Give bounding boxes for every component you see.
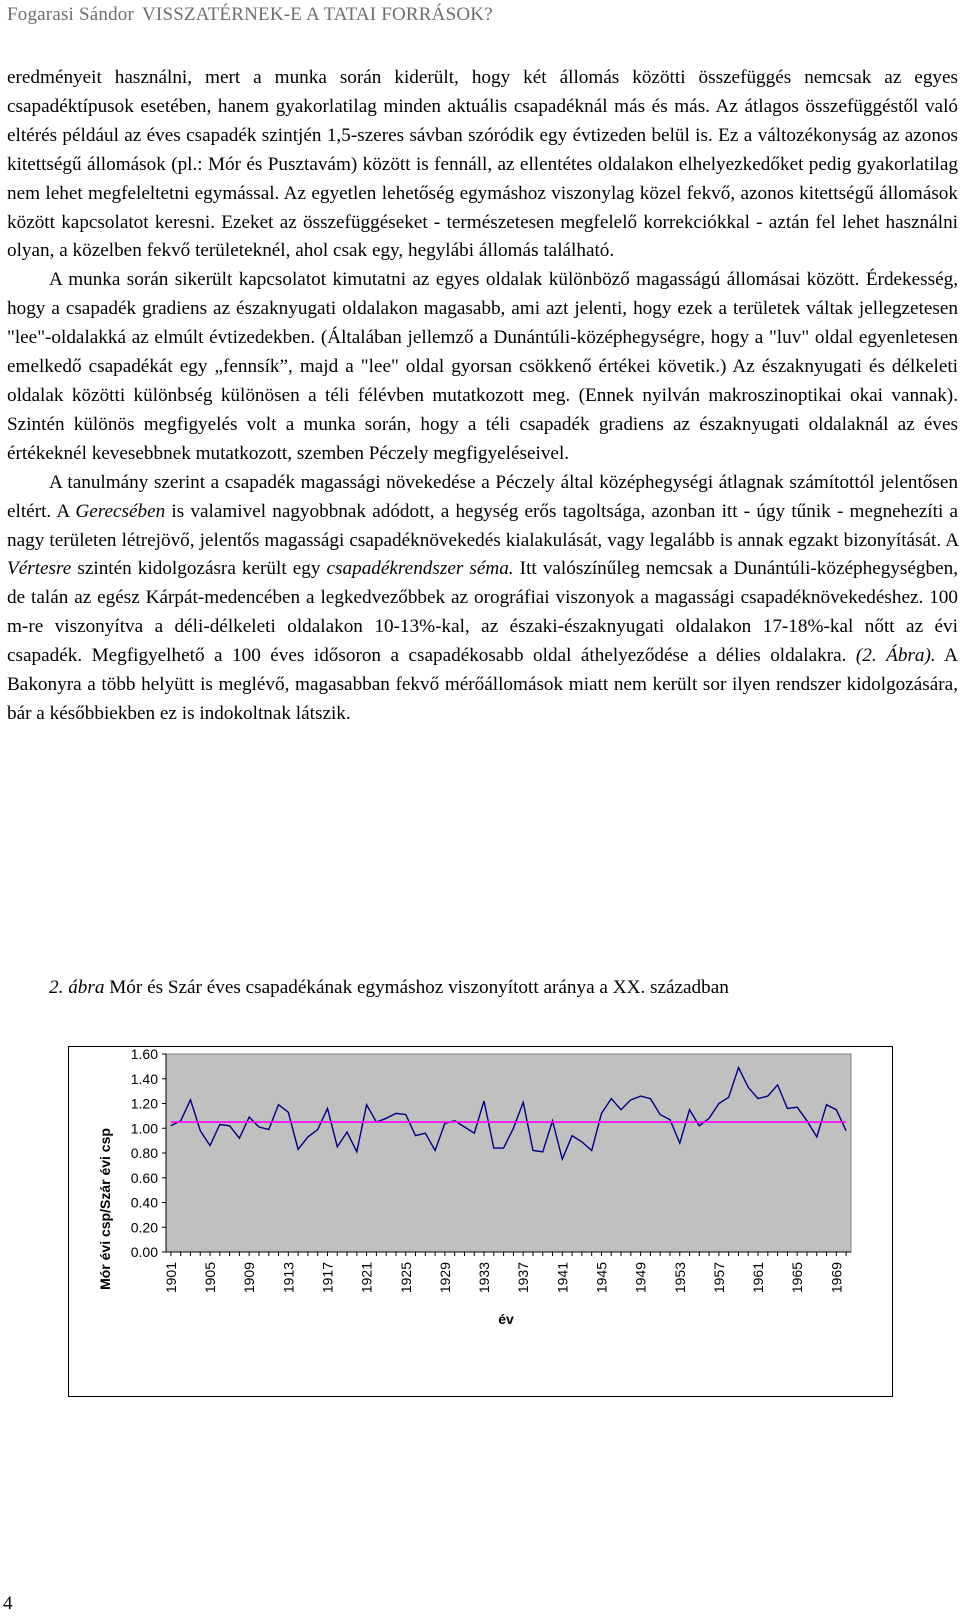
- x-tick-label: 1933: [476, 1262, 493, 1294]
- text-run: eredményeit használni, mert a munka során kiderült, hogy két állomás közötti összefüggés nemcsak az egyes csapadéktípusok esetében, hanem gyakorlatilag minden aktuális csapadéknál más és más. Az átlagos összefüggéstől való eltérés például az éves csapadék szintjén 1,5-szeres sávban szóródik egy évtizeden belül is. Ez a változékonyság az azonos kitettségű állomások (pl.: Mór és Pusztavám) között is fennáll, az ellentétes oldalakon elhelyezkedőket pedig gyakorlatilag nem lehet megfeleltetni egymással. Az egyetlen lehetőség egymáshoz viszonylag közel fekvő, azonos kitettségű állomások között kapcsolatot keresni. Ezeket az összefüggéseket - természetesen megfelelő korrekciókkal - aztán fel lehet használni olyan, a közelben fekvő területeknél, ahol csak egy, hegylábi állomás található.: [7, 67, 958, 262]
- italic-text-run: (2. Ábra).: [855, 645, 936, 667]
- y-tick-label: 0.40: [130, 1194, 158, 1211]
- text-run: A tanulmány szerint a csapadék magassági növekedése a Péczely által középhegységi átlagnak számítottól jelentősen eltért. A: [7, 471, 958, 522]
- chart-svg: [68, 1046, 893, 1397]
- x-tick-label: 1941: [554, 1262, 571, 1294]
- figure-caption: [49, 977, 729, 999]
- body-text: [7, 64, 958, 729]
- x-tick-label: 1925: [397, 1262, 414, 1294]
- y-tick-label: 0.60: [130, 1169, 158, 1186]
- page-number: 4: [3, 1593, 13, 1614]
- x-tick-label: 1961: [750, 1262, 767, 1294]
- y-tick-label: 0.20: [130, 1219, 158, 1236]
- y-tick-label: 1.60: [130, 1046, 158, 1062]
- paragraph: [7, 469, 958, 729]
- x-tick-label: 1929: [436, 1262, 453, 1294]
- figure-caption-text: Mór és Szár éves csapadékának egymáshoz viszonyított aránya a XX. században: [104, 977, 729, 998]
- y-tick-label: 1.20: [130, 1095, 158, 1112]
- header-author: Fogarasi Sándor: [7, 4, 135, 25]
- text-run: szintén kidolgozásra került egy: [71, 558, 327, 580]
- paragraph: [7, 266, 958, 468]
- figure-caption-label: 2. ábra: [49, 977, 105, 998]
- x-tick-label: 1921: [358, 1262, 375, 1294]
- italic-text-run: Gerecsében: [75, 500, 166, 522]
- text-run: is valamivel nagyobbnak adódott, a hegység erős tagoltsága, azonban itt - úgy tűnik - megnehezíti a nagy területen létrejövő, jelentős magassági csapadéknövekedés kialakulását, vagy legalább is annak egzakt bizonyítását. A: [7, 500, 959, 551]
- plot-area: [166, 1054, 851, 1252]
- text-run: A munka során sikerült kapcsolatot kimutatni az egyes oldalak különböző magasságú állomásai között. Érdekesség, hogy a csapadék gradiens az északnyugati oldalakon magasabb, ami azt jelenti, hogy ezek a területek váltak jellegzetesen "lee"-oldalakká az elmúlt évtizedekben. (Általában jellemző a Dunántúli-középhegységre, hogy a "luv" oldal egyenletesen emelkedő csapadékát egy „fennsík”, majd a "lee" oldal gyorsan csökkenő értékei követik.) Az északnyugati és délkeleti oldalak közötti különbség különösen a téli félévben mutatkozott meg. (Ennek nyilván makroszinoptikai okai vannak). Szintén különös megfigyelés volt a munka során, hogy a téli csapadék gradiens az északnyugati oldalaknál az éves értékeknél kevesebbnek mutatkozott, szemben Péczely megfigyeléseivel.: [7, 269, 958, 464]
- x-tick-label: 1953: [671, 1262, 688, 1294]
- x-tick-label: 1905: [202, 1262, 219, 1294]
- y-tick-label: 1.40: [130, 1070, 158, 1087]
- text-run: Itt valószínűleg nemcsak a Dunántúli-középhegységben, de talán az egész Kárpát-medencében a legkedvezőbbek az orográfiai viszonyok a magassági csapadéknövekedéshez. 100 m-re viszonyítva a déli-délkeleti oldalakon 10-13%-kal, az északi-északnyugati oldalakon 17-18%-kal nőtt az évi csapadék. Megfigyelhető a 100 éves idősoron a csapadékosabb oldal áthelyeződése a délies oldalakra.: [7, 558, 958, 667]
- italic-text-run: Vértesre: [7, 558, 72, 580]
- header-title: VISSZATÉRNEK-E A TATAI FORRÁSOK?: [142, 4, 493, 25]
- x-tick-label: 1937: [515, 1262, 532, 1294]
- x-tick-label: 1957: [710, 1262, 727, 1294]
- italic-text-run: csapadékrendszer séma.: [326, 558, 514, 580]
- y-tick-label: 0.80: [130, 1145, 158, 1161]
- figure-2-chart: [68, 1046, 893, 1397]
- x-tick-label: 1969: [828, 1262, 845, 1294]
- x-tick-label: 1913: [280, 1262, 297, 1294]
- x-tick-label: 1909: [241, 1262, 258, 1294]
- running-header: [7, 4, 493, 26]
- x-tick-label: 1917: [319, 1262, 336, 1294]
- y-axis-label: Mór évi csp/Szár évi csp: [97, 1128, 113, 1290]
- text-run: A Bakonyra a több helyütt is meglévő, magasabban fekvő mérőállomások miatt nem került sor ilyen rendszer kidolgozására, bár a későbbiekben ez is indokoltnak látszik.: [7, 645, 958, 724]
- y-tick-label: 1.00: [130, 1120, 158, 1137]
- x-axis-label: év: [498, 1311, 514, 1327]
- x-tick-label: 1901: [162, 1262, 179, 1294]
- x-tick-label: 1965: [789, 1262, 806, 1294]
- x-tick-label: 1945: [593, 1262, 610, 1294]
- paragraph: [7, 64, 958, 266]
- y-tick-label: 0.00: [130, 1244, 158, 1260]
- x-tick-label: 1949: [632, 1262, 649, 1294]
